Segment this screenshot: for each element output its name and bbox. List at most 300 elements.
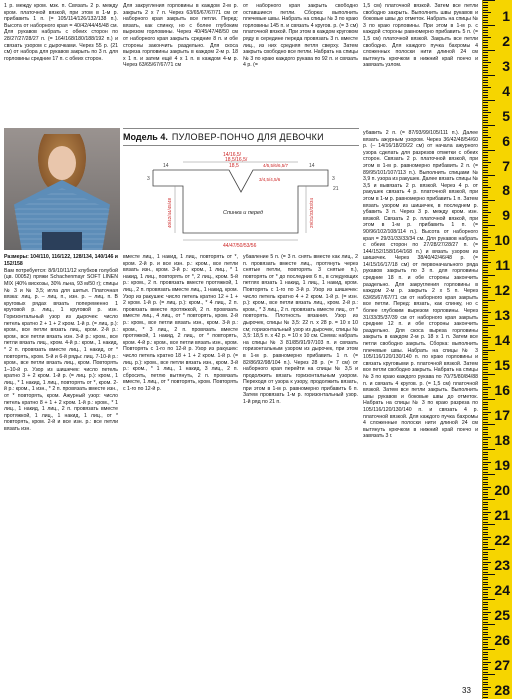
ruler-tick: [483, 27, 488, 28]
ruler-tick: [483, 57, 488, 58]
ruler-tick: [483, 112, 491, 113]
ruler-tick: [483, 320, 488, 321]
ruler-tick: [483, 389, 488, 390]
ruler-tick: [483, 537, 491, 538]
ruler-tick: [483, 217, 488, 218]
ruler-tick: [483, 534, 488, 535]
ruler-tick: [483, 20, 488, 21]
ruler-tick: [483, 609, 488, 610]
paragraph: убавить 2 п. (= 87/93/99/105/111 п.). Далее вязать ажурным узором. Через 36/42/48/54/60 р. (– 14/16/18/20/22 см) от начала ажурного узора сделать для разрезов отметки с обеих сторон. Связать 2 р. платочной вязкой, при этом в 1-м р. равномерно прибавить 2 п. (= 89/95/101/107/113 п.). Выполнить спицами № 3,9 п. узора из ракушек. Далее вязать спицы № 3,5 и вывязать 2 р. вязкой. Через 4 р. от ракушек связать 4 р. платочной вязкой, при этом в 1-м р. равномерно прибавить 1 п. Затем вязать узором из шишечек, в последнем р. убавить 3 п. Через 3 р. между кром. изн. вязкой. Связать 2 р. платочной вязкой, при этом в 1-м р. прибавить 1 п. (= 90/96/102/108/114 п.). Высота от наборного края = 29/31/33/33/34 см. Для рукавов набрать с обеих сторон по 27/28/27/28/27 п. (= 144/152/158/164/168 п.) и вязать узором из шишечек. Через 38/40/42/46/48 р. (= 14/15/16/17/18 см) от первоначального ряда рукавов закрыть по 3 п. для горловины средние 18 п. и обе стороны закончить раздельно. Для закругления горловины в каждом 2-м р. закрыть 2 х 5 п. Через 63/65/67/67/71 см от наборного края закрыть все петли. Перед: вязать, как спинку, но с более глубоким вырезом горловины. Через 31/33/35/37/39 см от наборного края закрыть средние 12 п. и обе стороны закончить раздельно. Для скоса выреза горловины закрыть в каждом 2-м р. 18 x 1 п. Затем все петли свободно закрыть. Сборка: выполнить плечевые швы. Набрать на спицы № 3 105/116/120/130/140 п. по краю горловины и связать круговыми р. платочной вязкой. Затем все петли свободно закрыть. Набрать на спицы № 3 по краю каждого рукава по 70/75/80/84/88 п. и связать 4 кругов. р. (= 1,5 см) платочной вязкой. Затем все петли закрыть. Выполнить швы рукавов и боковые швы до отметок. Набрать на спицы № 3 по краю разреза по 105/116/120/130/140 п. и связать 4 р. платочной вязкой. Для каждого пучка бахромы 4 сложенные полоски нити длиной 24 см вытянуть крючком в нижний край пончо и завязать 3 г.: [363, 130, 478, 440]
ruler-tick: [483, 682, 488, 683]
ruler-tick: [483, 457, 488, 458]
ruler-tick: [483, 32, 488, 33]
page-number: 33: [462, 686, 471, 695]
ruler-tick: [483, 522, 488, 523]
model-label: Модель 4.: [123, 132, 168, 142]
text-column-bottom-2: [123, 254, 238, 684]
ruler-tick: [483, 145, 488, 146]
paragraph: вместе лиц., 1 накид, 1 лиц., повторять от *, кром. 2-й р. и все изн. р.: кром., все петли вязать изн., кром. 3-й р.: кром., 1 лиц., * 1 накид, 1 лиц., повторять от *, 2 лиц., кром. 5-й р.: кром., 2 п. провязать вместе протяжкой, 1 лиц., 2 п. провязать вместе лиц., 1 накид, кром. Узор из ракушек: число петель кратно 12 + 1 + 2 кром. 1-й р. (= лиц. р.): кром., * 4 лиц., 2 п. провязать вместе протяжкой, 2 п. провязать вместе лиц., 4 лиц., от * повторять, кром. 2-й р.: кром., все петли вязать изн., кром. 3-й р.: кром., * 3 лиц., 2 п. провязать вместе протяжкой, 1 накид, 2 лиц., от * повторять, кром. 4-й р.: кром., все петли вязать изн., кром. Повторять с 1-го по 12-й р. Узор из ракушек: число петель кратно 18 + 1 + 2 кром. 1-й р. (= лиц. р.): кром., все петли вязать изн., кром. 3-й р.: кром., * 1 лиц., 1 накид, 3 лиц., 2 п. сбросить, петлю вытянуть, 2 п. провязать вместе, 1 лиц., от * повторять, кром. Повторять с 1-го по 12-й р.: [123, 254, 238, 392]
ruler-number: 27: [494, 656, 510, 673]
ruler-tick: [483, 22, 488, 23]
ruler-tick: [483, 55, 488, 56]
ruler-tick: [483, 7, 488, 8]
ruler-tick: [483, 230, 488, 231]
ruler-number: 22: [494, 531, 510, 548]
ruler-tick: [483, 42, 488, 43]
ruler-tick: [483, 594, 488, 595]
ruler-tick: [483, 679, 488, 680]
ruler-tick: [483, 462, 491, 463]
ruler-tick: [483, 152, 488, 153]
ruler-tick: [483, 37, 491, 38]
ruler-tick: [483, 384, 488, 385]
ruler-tick: [483, 265, 488, 266]
ruler-tick: [483, 592, 488, 593]
ruler-tick: [483, 642, 488, 643]
model-photo: [4, 128, 120, 250]
ruler-tick: [483, 125, 495, 126]
ruler-tick: [483, 177, 488, 178]
ruler-tick: [483, 237, 491, 238]
ruler-number: 1: [502, 7, 510, 24]
ruler-tick: [483, 632, 488, 633]
schema-dim-sleeve: 21: [333, 186, 339, 192]
ruler-tick: [483, 262, 491, 263]
model-title: ПУЛОВЕР-ПОНЧО ДЛЯ ДЕВОЧКИ: [171, 132, 324, 142]
ruler-tick: [483, 330, 488, 331]
ruler-tick: [483, 185, 488, 186]
ruler-tick: [483, 654, 488, 655]
ruler-tick: [483, 567, 488, 568]
ruler-tick: [483, 357, 488, 358]
ruler-tick: [483, 190, 488, 191]
ruler-tick: [483, 212, 491, 213]
ruler-tick: [483, 577, 488, 578]
schema-dim-small-right: 3: [332, 176, 335, 182]
ruler-tick: [483, 579, 488, 580]
ruler-tick: [483, 267, 488, 268]
ruler-tick: [483, 362, 491, 363]
ruler-number: 24: [494, 581, 510, 598]
ruler-tick: [483, 115, 488, 116]
ruler-tick: [483, 252, 488, 253]
ruler-tick: [483, 165, 488, 166]
ruler-tick: [483, 167, 488, 168]
ruler-tick: [483, 350, 495, 351]
ruler-tick: [483, 492, 488, 493]
ruler-tick: [483, 147, 488, 148]
schema-dim-14-left: 14: [163, 163, 169, 169]
ruler-tick: [483, 507, 488, 508]
ruler-tick: [483, 379, 488, 380]
ruler-tick: [483, 250, 495, 251]
ruler-tick: [483, 312, 491, 313]
ruler-tick: [483, 100, 495, 101]
ruler-tick: [483, 547, 488, 548]
ruler-tick: [483, 240, 488, 241]
ruler-tick: [483, 130, 488, 131]
ruler-tick: [483, 245, 488, 246]
ruler-tick: [483, 172, 488, 173]
ruler-tick: [483, 539, 488, 540]
ruler-tick: [483, 604, 488, 605]
ruler-tick: [483, 30, 488, 31]
ruler-tick: [483, 47, 488, 48]
ruler-tick: [483, 477, 488, 478]
ruler-tick: [483, 85, 488, 86]
ruler-number: 6: [502, 132, 510, 149]
ruler-number: 21: [494, 507, 510, 524]
ruler-tick: [483, 187, 491, 188]
ruler-tick: [483, 414, 488, 415]
ruler-tick: [483, 367, 488, 368]
ruler-tick: [483, 417, 488, 418]
ruler-tick: [483, 372, 488, 373]
ruler-tick: [483, 67, 488, 68]
ruler-tick: [483, 504, 488, 505]
schema-outline: [153, 170, 328, 233]
ruler-tick: [483, 25, 495, 26]
ruler-tick: [483, 597, 488, 598]
ruler-tick: [483, 607, 488, 608]
ruler-tick: [483, 270, 488, 271]
ruler-tick: [483, 402, 488, 403]
measuring-ruler: [482, 0, 512, 699]
ruler-tick: [483, 517, 488, 518]
ruler-tick: [483, 684, 488, 685]
ruler-number: 14: [494, 332, 510, 349]
ruler-tick: [483, 150, 495, 151]
ruler-tick: [483, 464, 488, 465]
ruler-tick: [483, 65, 488, 66]
ruler-tick: [483, 527, 488, 528]
ruler-tick: [483, 439, 488, 440]
ruler-tick: [483, 332, 488, 333]
ruler-tick: [483, 202, 488, 203]
ruler-tick: [483, 412, 491, 413]
ruler-tick: [483, 484, 488, 485]
knitting-schema-diagram: [123, 148, 359, 250]
ruler-tick: [483, 652, 488, 653]
ruler-tick: [483, 624, 495, 625]
schema-dim-side-right: 29/31/33/33/34: [309, 197, 314, 228]
ruler-tick: [483, 444, 488, 445]
ruler-tick: [483, 257, 488, 258]
ruler-tick: [483, 260, 488, 261]
ruler-tick: [483, 627, 488, 628]
ruler-tick: [483, 327, 488, 328]
ruler-tick: [483, 307, 488, 308]
ruler-tick: [483, 617, 488, 618]
ruler-tick: [483, 614, 488, 615]
schema-dim-14-right: 14: [309, 163, 315, 169]
ruler-tick: [483, 427, 488, 428]
ruler-tick: [483, 305, 488, 306]
ruler-tick: [483, 10, 488, 11]
ruler-tick: [483, 552, 488, 553]
ruler-number: 15: [494, 357, 510, 374]
ruler-tick: [483, 0, 495, 1]
ruler-tick: [483, 232, 488, 233]
ruler-tick: [483, 95, 488, 96]
ruler-tick: [483, 559, 488, 560]
text-column-top-3: [243, 3, 358, 123]
ruler-tick: [483, 345, 488, 346]
ruler-tick: [483, 132, 488, 133]
ruler-tick: [483, 70, 488, 71]
ruler-tick: [483, 672, 488, 673]
ruler-tick: [483, 227, 488, 228]
ruler-number: 4: [502, 82, 510, 99]
text-column-right: [363, 130, 478, 685]
ruler-tick: [483, 387, 491, 388]
ruler-tick: [483, 292, 488, 293]
ruler-tick: [483, 687, 491, 688]
ruler-tick: [483, 222, 488, 223]
ruler-number: 26: [494, 631, 510, 648]
ruler-tick: [483, 442, 488, 443]
ruler-tick: [483, 210, 488, 211]
ruler-tick: [483, 297, 488, 298]
ruler-tick: [483, 662, 491, 663]
ruler-tick: [483, 562, 491, 563]
ruler-tick: [483, 120, 488, 121]
schema-dim-bottom: 44/47/50/53/56: [223, 243, 257, 249]
ruler-tick: [483, 689, 488, 690]
ruler-tick: [483, 589, 488, 590]
ruler-tick: [483, 584, 488, 585]
ruler-tick: [483, 275, 495, 276]
ruler-number: 7: [502, 157, 510, 174]
paragraph: убавление 5 п. (= 3 п. снять вместе как лиц., 2 п. провязать вместе лиц., протянуть через снятые петли, повторять 3 снятые п.), повторять от * до последних 6 п., в следующих петлях вязать 1 накид, 1 лиц., 1 накид, кром. Повторять с 1-го по 3-й р. Узор из шишечек: число петель кратно 4 + 2 кром. 1-й р. (= изн. р.): кром., все петли вязать лиц., кром. 2-й р.: кром., * 3 лиц., 2 п. провязать вместе лиц., от * повторять. Плотность вязания. Узор из дырочек, спицы № 3,5: 22 п. х 28 р. = 10 х 10 см; горизонтальный узор из дырочек, спицы № 3,5: 18,5 п. х 42 р. = 10 х 10 см. Схема: набрать на спицы № 3 81/85/91/97/103 п. и связать горизонтальным узором из дырочек, при этом в 1-м р. равномерно прибавить 1 п. (= 82/86/92/98/104 п.). Через 28 р. (= 7 см) от наборного края перейти на спицы № 3,5 и продолжить вязать горизонтальным узором. Переходя от узора к узору, продолжить вязать, при этом в 1-м р. равномерно прибавить 6 п. Затем провязать 1-м р. горизонтальный узор. 1-й ряд по 21 п.: [243, 254, 358, 406]
ruler-tick: [483, 335, 488, 336]
ruler-tick: [483, 544, 488, 545]
ruler-tick: [483, 669, 488, 670]
ruler-tick: [483, 374, 495, 375]
ruler-tick: [483, 574, 495, 575]
ruler-tick: [483, 127, 488, 128]
ruler-tick: [483, 317, 488, 318]
schema-center-label: Спинка и перед: [223, 210, 264, 216]
ruler-tick: [483, 599, 495, 600]
ruler-tick: [483, 225, 495, 226]
ruler-tick: [483, 175, 495, 176]
ruler-tick: [483, 454, 488, 455]
ruler-tick: [483, 692, 488, 693]
ruler-tick: [483, 340, 488, 341]
ruler-number: 28: [494, 681, 510, 698]
ruler-tick: [483, 697, 488, 698]
ruler-tick: [483, 497, 488, 498]
paragraph: 1,5 см) платочной вязкой. Затем все петли свободно закрыть. Выполнить швы рукавов и боковые швы до отметок. Набрать на спицы № 3 по краю горловины. При этом в 1-м р. с каждой стороны равномерно прибавить 5 п. (= 1,5 см) платочной вязкой. Закрыть все петли свободно. Для каждого пучка бахромы 4 сложенных полоски нити длиной 24 см вытянуть крючком в нижний край пончо и завязать узлом.: [363, 3, 478, 69]
ruler-tick: [483, 5, 488, 6]
ruler-tick: [483, 75, 495, 76]
ruler-tick: [483, 142, 488, 143]
ruler-number: 9: [502, 207, 510, 224]
ruler-tick: [483, 235, 488, 236]
ruler-tick: [483, 557, 488, 558]
ruler-tick: [483, 72, 488, 73]
ruler-tick: [483, 97, 488, 98]
ruler-tick: [483, 322, 488, 323]
ruler-tick: [483, 247, 488, 248]
ruler-tick: [483, 549, 495, 550]
ruler-tick: [483, 300, 495, 301]
ruler-tick: [483, 200, 495, 201]
ruler-tick: [483, 382, 488, 383]
ruler-tick: [483, 80, 488, 81]
ruler-tick: [483, 482, 488, 483]
ruler-number: 20: [494, 482, 510, 499]
ruler-tick: [483, 447, 488, 448]
ruler-tick: [483, 82, 488, 83]
ruler-number: 18: [494, 432, 510, 449]
ruler-tick: [483, 377, 488, 378]
ruler-tick: [483, 467, 488, 468]
ruler-tick: [483, 602, 488, 603]
ruler-tick: [483, 542, 488, 543]
ruler-tick: [483, 2, 488, 3]
ruler-tick: [483, 105, 488, 106]
ruler-number: 23: [494, 556, 510, 573]
ruler-tick: [483, 437, 491, 438]
ruler-number: 11: [495, 257, 510, 274]
ruler-tick: [483, 494, 488, 495]
ruler-tick: [483, 622, 488, 623]
ruler-tick: [483, 170, 488, 171]
ruler-tick: [483, 479, 488, 480]
ruler-tick: [483, 502, 488, 503]
ruler-tick: [483, 215, 488, 216]
ruler-tick: [483, 352, 488, 353]
ruler-tick: [483, 532, 488, 533]
ruler-tick: [483, 180, 488, 181]
ruler-tick: [483, 637, 491, 638]
ruler-tick: [483, 220, 488, 221]
ruler-tick: [483, 619, 488, 620]
ruler-tick: [483, 512, 491, 513]
sizes-text: Размеры: 104/110, 116/122, 128/134, 140/146 и 152/158: [4, 254, 118, 267]
ruler-tick: [483, 424, 495, 425]
paragraph: от наборного края закрыть свободно оставшиеся петли. Сборка: выполнить плечевые швы. Набрать на спицы № 3 по краю горловины 145 п. и связать 4 кругов. р. (= 3 см) платочной вязкой. При этом в каждом круговом ряду в середине переда провязать 3 п. вместе лиц., из них средняя петля сверху. Затем закрыть свободно все петли. Набрать на спицы № 3 по краю каждого рукава по 92 п. и связать 4 р. (=: [243, 3, 358, 69]
ruler-tick: [483, 77, 488, 78]
ruler-tick: [483, 487, 491, 488]
ruler-tick: [483, 397, 488, 398]
photo-face: [48, 146, 76, 180]
ruler-tick: [483, 90, 488, 91]
ruler-tick: [483, 15, 488, 16]
ruler-tick: [483, 35, 488, 36]
sizes-paragraph: [4, 254, 118, 267]
ruler-tick: [483, 277, 488, 278]
ruler-number: 3: [502, 57, 510, 74]
ruler-tick: [483, 659, 488, 660]
model-title-band: [123, 128, 359, 146]
ruler-tick: [483, 290, 488, 291]
ruler-tick: [483, 342, 488, 343]
ruler-tick: [483, 469, 488, 470]
ruler-tick: [483, 514, 488, 515]
ruler-tick: [483, 664, 488, 665]
photo-pants: [42, 232, 82, 250]
text-column-bottom-3: [243, 254, 358, 684]
ruler-tick: [483, 52, 488, 53]
ruler-tick: [483, 369, 488, 370]
ruler-tick: [483, 647, 488, 648]
ruler-tick: [483, 157, 488, 158]
ruler-tick: [483, 587, 491, 588]
schema-dim-top2: 18,5/16,5/: [225, 157, 248, 163]
ruler-tick: [483, 192, 488, 193]
ruler-tick: [483, 392, 488, 393]
ruler-tick: [483, 122, 488, 123]
ruler-tick: [483, 325, 495, 326]
ruler-tick: [483, 50, 495, 51]
ruler-tick: [483, 554, 488, 555]
ruler-tick: [483, 137, 491, 138]
text-column-top-2: [123, 3, 238, 123]
ruler-tick: [483, 499, 495, 500]
ruler-tick: [483, 582, 488, 583]
ruler-tick: [483, 422, 488, 423]
ruler-tick: [483, 205, 488, 206]
ruler-tick: [483, 40, 488, 41]
ruler-tick: [483, 564, 488, 565]
ruler-tick: [483, 354, 488, 355]
ruler-tick: [483, 160, 488, 161]
ruler-number: 16: [494, 382, 510, 399]
ruler-tick: [483, 197, 488, 198]
ruler-tick: [483, 337, 491, 338]
ruler-number: 13: [494, 307, 510, 324]
ruler-tick: [483, 509, 488, 510]
schema-dim-shoulder: 4/5,5/6/6,5/7: [263, 163, 289, 168]
ruler-tick: [483, 649, 495, 650]
ruler-tick: [483, 519, 488, 520]
ruler-tick: [483, 315, 488, 316]
ruler-tick: [483, 60, 488, 61]
ruler-tick: [483, 364, 488, 365]
paragraph: Для закругления горловины в каждом 2-м р. закрыть 2 х 7 п. Через 63/65/67/67/71 см от наборного края закрыть все петли. Перед: вязать, как спинку, но с более глубоким вырезом горловины. Через 40/45/47/48/50 см от наборного края закрыть средние 8 п. и обе стороны закончить раздельно. Для скоса выреза горловины закрыть в каждом 2-м р. 18 x 1 п. и затем ещё 4 х 1 п. в каждом 4-м р. Через 63/65/67/67/71 см: [123, 3, 238, 69]
ruler-tick: [483, 87, 491, 88]
ruler-tick: [483, 694, 488, 695]
ruler-tick: [483, 255, 488, 256]
ruler-tick: [483, 282, 488, 283]
schema-dim-side-left: 40/42/44/45/48: [167, 197, 172, 228]
ruler-tick: [483, 394, 488, 395]
ruler-tick: [483, 272, 488, 273]
ruler-tick: [483, 407, 488, 408]
ruler-tick: [483, 434, 488, 435]
ruler-tick: [483, 432, 488, 433]
ruler-tick: [483, 347, 488, 348]
ruler-tick: [483, 474, 495, 475]
ruler-tick: [483, 404, 488, 405]
ruler-tick: [483, 452, 488, 453]
ruler-number: 17: [494, 407, 510, 424]
ruler-tick: [483, 529, 488, 530]
ruler-tick: [483, 569, 488, 570]
ruler-tick: [483, 677, 488, 678]
ruler-tick: [483, 302, 488, 303]
ruler-number: 2: [502, 32, 510, 49]
ruler-tick: [483, 62, 491, 63]
ruler-number: 25: [494, 606, 510, 623]
ruler-tick: [483, 667, 488, 668]
ruler-tick: [483, 285, 488, 286]
ruler-tick: [483, 459, 488, 460]
ruler-number: 12: [494, 282, 510, 299]
